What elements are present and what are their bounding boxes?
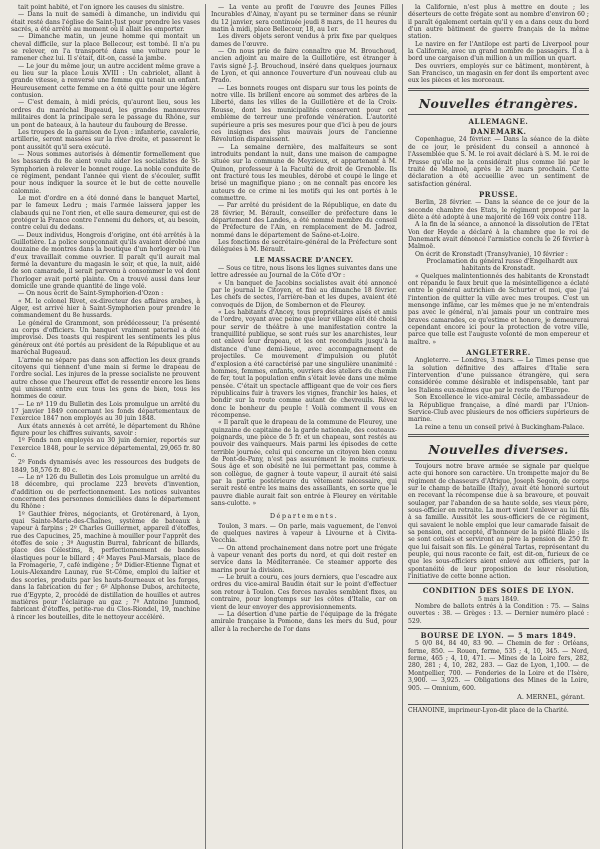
article-paragraph: — Le nº 119 du Bulletin des Lois promulgue un arrêté du 17 janvier 1849 concernant les fonds départementaux de l'exercice 1847 non employés au 30 juin 1848. (11, 400, 200, 423)
article-paragraph: — On attend prochainement dans notre port une frégate à vapeur venant des ports du nord, et qui doit rester en service dans la Méditerranée. Ce steamer apporte des marins pour la division. (211, 544, 397, 574)
article-paragraph: A la fin de la séance, a annoncé la dissolution de l'Etat Von der Heyde a déclaré à la chambre que le roi de Danemark avait dénoncé l'armistice conclu le 26 février à Malmoë. (408, 221, 589, 251)
article-paragraph: Des ouvriers, employés sur ce bâtiment, montèrent, à San Francisco, un magasin en fer dont ils emportent avec eux les pièces et les morceaux. (408, 62, 589, 85)
section-heading-allemagne: ALLEMAGNE. (468, 116, 529, 126)
article-paragraph: Nombre de ballots entrés à la Condition : 75. — Sains ouvertes : 38. — Grèges : 13. — Dernier numéro placé : 529. (408, 603, 589, 625)
article-paragraph: — La désertion d'une partie de l'équipage de la frégate amirale française la Pomone, dans les mers du Sud, pour aller à la recherche de l'or dans (211, 610, 397, 633)
article-paragraph: — Par arrêté du président de la République, en date du 28 février, M. Bérault, conseiller de préfecture dans le département des Landes, a été nommé membre du conseil de Préfecture de l'Ain, en remplacement de M. Jadroz, nommé dans le département de Saône-et-Loire. (211, 202, 397, 239)
section-heading-prusse: PRUSSE. (478, 189, 519, 199)
headline-nouvelles-diverses: Nouvelles diverses. (428, 441, 569, 457)
article-paragraph: Les divers objets seront vendus à prix fixe par quelques dames de l'œuvre. (211, 33, 397, 48)
article-paragraph: « Quelques malintentionnés des habitants de Kronstadt ont répandu le faux bruit que la mésintelligence a éclaté entre le général autrichien de Schurter et moi, que j'ai l'intention de quitter la ville avec mes troupes. C'est un mensonge infâme, car les mêmes que je ne m'entendrais pas avec le général, n'ai jamais pour un contraire mes braves camarades, ce qu'estime et honore, je demeurerai cependant encore ici pour la protection de votre ville, parce que telle est l'auguste volonté de mon empereur et maître. » (408, 272, 589, 346)
article-paragraph: — Le jour du même jour, un autre accident même grave a eu lieu sur la place Louis XVIII : Un cabriolet, allant à grande vitesse, a renversé une femme qui tenait un enfant. Heureusement cette femme en a été quitte pour une légère contusion. (11, 62, 200, 100)
article-paragraph: Le général de Grammont, son prédécesseur, l'a présenté au corps d'officiers. Un banquet vraiment paternel a été improvisé. Des toasts qui respirent les sentiments les plus généreux ont été portés au président de la République et au maréchal Bugeaud. (11, 319, 200, 357)
article-paragraph: « Il paraît que le drapeau de la commune de Fleurey, une quinzaine de capitaine de la garde nationale, des couteaux-poignards, une pièce de 5 fr. et un chapeau, sont restés au pouvoir des vainqueurs. Mais parmi les épisodes de cette terrible journée, celui qui concerne un citoyen bien connu de Pont-de-Pany, n'est pas assurément le moins curieux. Sous âge et son obésité ne lui permettant pas, comme à son collègue, de gagner à toute vapeur, il aurait été saisi par la partie postérieure du vêtement nécessaire, qui serait resté entre les mains des assaillants, en sorte que le pauvre diable aurait fait son entrée à Fleurey en véritable sans-culotte. » (211, 419, 397, 508)
article-paragraph: « Un banquet de Jacobins socialistes avait été annoncé par le journal le Citoyen, et fixé au dimanche 18 février. Les chefs de sectes, l'arrière-ban et les dupes, avaient été convoqués de Dijon, de Sombernon et de Fleurey. (211, 279, 397, 309)
article-paragraph: Le mot d'ordre en a été donné dans le banquet Martel, par le fameux Ledru ; mais l'armée laissera japper les clabauds qui ne l'ont rien, et elle saura demeurer, qui est de protéger la France contre l'ennemi du dehors, et, au besoin, contre celui du dedans. (11, 194, 200, 232)
article-paragraph: Proclamation du général russe d'Engelhardt aux habitants de Kronstadt. (426, 257, 578, 273)
article-paragraph: On écrit de Kronstadt (Transylvanie), 10 février : (415, 250, 568, 258)
condition-date: 5 mars 1849. (478, 595, 519, 603)
section-heading-condition-soies: CONDITION DES SOIES DE LYON. (422, 586, 575, 596)
article-paragraph: tait point habité, et l'on ignore les causes du sinistre. (18, 4, 185, 11)
article-paragraph: — Le bruit a couru, ces jours derniers, que l'escadre aux ordres du vice-amiral Baudin était sur le point d'effectuer son retour à Toulon. Ces forces navales semblent fixes, au contraire, pour longtemps sur les côtes d'Italie, car on vient de leur envoyer des approvisionnements. (211, 574, 397, 611)
divider (408, 628, 589, 629)
divider (408, 583, 589, 584)
section-heading-departements: Départements. (269, 512, 339, 521)
article-paragraph: — Dimanche matin, un jeune homme qui montait un cheval difficile, sur la place Bellecour, est tombé. Il n'a pu se relever, on l'a transporté dans une voiture pour le ramener chez lui. Il s'était, dit-on, cassé la jambe. (11, 33, 200, 63)
article-paragraph: Berlin, 28 février. — Dans la séance de ce jour de la seconde chambre des Etats, le régiment proposé par la diète a été adopté à une majorité de 169 voix contre 118. (408, 199, 589, 221)
article-paragraph: — Nous sommes autorisés à démentir formellement que les bassards du 8e aient voulu aider les socialistes de St-Symphorien à relever le bonnet rouge. La noble conduite de ce régiment, pendant l'année qui vient de s'écouler, suffit pour nous indiquer la source et le but de cette nouvelle calomnie. (11, 150, 200, 195)
article-paragraph: Angleterre. — Londres, 3 mars. — Le Times pense que la solution définitive des affaires d'Italie sera l'intervention d'une puissance étrangère, qui sera considérée comme désirable et indispensable, tant par les Italiens eux-mêmes que par le reste de l'Europe. (408, 357, 589, 394)
article-paragraph: la Californie, n'est plus à mettre en doute ; les déserteurs de cette frégate sont au nombre d'environ 60 ; il paraît également certain qu'il y en a dans ceux du bord d'un autre bâtiment de guerre français de la même station. (408, 4, 589, 41)
divider (408, 704, 589, 705)
section-heading-massacre: LE MASSACRE D'ANCEY. (254, 255, 354, 264)
article-paragraph: 5 0/0 84, 84 40, 83 90. — Chemin de fer : Orléans, ferme, 850. — Rouen, ferme, 535 ; 4, 10, 345. — Nord, ferme, 465 ; 4, 10, 471. — Mines de la Loire fers, 282, 280, 281 ; 4, 10, 282, 283. — Gaz de Lyon, 1,100. — de Montpellier, 700. — Fonderies de la Loire et de l'Isère, 3,900. — 3,925. — Obligations des Mines de la Loire, 905. — Omnium, 600. (408, 640, 589, 692)
article-paragraph: Le navire en fer l'Antilope est parti de Liverpool pour la Californie, avec un grand nombre de passagers. Il a à bord une cargaison d'un million à un million un quart. (408, 40, 589, 63)
article-paragraph: « Les habitants d'Ancey, tous propriétaires aisés et amis de l'ordre, voyant avec peine que leur village eût été choisi pour servir de théâtre à une manifestation contre la tranquillité publique, se sont rués sur les anarchistes, leur ont enlevé leur drapeau, et les ont reconduits jusqu'à la distance d'une demi-lieue, avec accompagnement de projectiles. Ce mouvement d'impulsion ou plutôt d'explosion a été caractérisé par une singulière unanimité : hommes, femmes, enfants, ouvriers des ateliers du chemin de fer, tout la population enfin s'était levée dans une même pensée. C'était un spectacle affligeant que de voir ces fiers républicains fuir à travers les vignes, franchir les haies, et bondir sur la route comme autant de chevreuils. Rêvez donc le bonheur du peuple ! Voilà comment il vous en récompense. (211, 309, 397, 419)
article-paragraph: — On nous écrit de Saint-Symphorien-d'Ozon : (18, 290, 164, 298)
article-paragraph: « M. le colonel Rivet, ex-directeur des affaires arabes, à Alger, est arrivé hier à Saint-Symphorien pour prendre le commandement du 8e hussards. (11, 297, 200, 320)
article-paragraph: Aux états annexés à cet arrêté, le département du Rhône figure pour les chiffres suivants, savoir : (11, 422, 200, 437)
article-paragraph: 2º Fonds dynamisés avec les ressources des budgets de 1849, 58,576 fr. 80 c. (11, 459, 200, 474)
article-paragraph: 1º Fonds non employés au 30 juin dernier, reportés sur l'exercice 1848, pour le service départemental, 29,065 fr. 80 c. (11, 437, 200, 459)
article-paragraph: — C'est demain, à midi précis, qu'auront lieu, sous les ordres du maréchal Bugeaud, les grandes manœuvres militaires dont la principale sera le passage du Rhône, sur un pont de bateaux, à la hauteur du faubourg de Bresse. (11, 99, 200, 129)
article-paragraph: — Le nº 126 du Bulletin des Lois promulgue un arrêté du 18 décembre, qui proclame 223 brevets d'invention, d'addition ou de perfectionnement. Les notices suivantes concernent des personnes domiciliées dans le département du Rhône : (11, 474, 200, 511)
article-paragraph: Les troupes de la garnison de Lyon : infanterie, cavalerie, artillerie, seront massées sur la rive droite, et passeront le pont aussitôt qu'il sera exécuté. (11, 128, 200, 151)
article-paragraph: Son Excellence le vice-amiral Cécile, ambassadeur de la République française, a dîné mardi par l'Union-Service-Club avec plusieurs de nos officiers supérieurs de marine. (408, 394, 589, 424)
article-paragraph: Copenhague, 24 février. — Dans la séance de la diète de ce jour, le président du conseil a annoncé à l'Assemblée que S. M. le roi avait déclaré à S. M. le roi de Prusse qu'elle ne la considérait plus comme lié par le traité de Malmoë, après le 26 mars prochain. Cette déclaration a été accueillie avec un sentiment de satisfaction général. (408, 136, 589, 188)
headline-nouvelles-etrangeres: Nouvelles étrangères. (418, 95, 579, 111)
article-paragraph: — La vente au profit de l'œuvre des Jeunes Filles Incurables d'Ainay, n'ayant pu se terminer dans se réunir du 12 janvier, sera continuée jeudi 8 mars, de 11 heures du matin à midi, place Bellecour, 18, au 1er. (211, 4, 397, 34)
article-paragraph: L'armée ne sépare pas dans son affection les deux grands citoyens qui tiennent d'une main si ferme le drapeau de l'ordre social. Les injures de la presse socialiste ne prouvent autre chose que l'heureux effet de ressentir encore les liens qui unissent entre eux tous les gens de bien, tous les hommes de cœur. (11, 356, 200, 401)
column-left (6, 4, 206, 849)
column-right (403, 4, 594, 849)
divider (408, 434, 589, 437)
section-heading-angleterre: ANGLETERRE. (466, 348, 531, 358)
article-paragraph: — Sous ce titre, nous lisons les lignes suivantes dans une lettre adressée au Journal de la Côte d'Or : (211, 265, 397, 280)
divider (408, 460, 589, 461)
divider (408, 114, 589, 115)
article-paragraph: 1º Gauthier frères, négociants, et Grotérenard, à Lyon, quai Sainte-Marie-des-Chaînes, système de bateaux à vapeur à farpins ; 2º Charles Guillermet, appareil d'étoffes, rue des Capucines, 25, machine à mouiller pour l'apprêt des étoffes de soie ; 3º Augustin Burral, fabricant de billards, place des Célestins, 8, perfectionnement de bandes élastiques pour le billard ; 4º Mayes Paul-Marsais, place de la Fromagerie, 7, café indigène ; 5º Didier-Etienne Tignat et Louis-Alexandre Launay, rue St-Côme, emploi du laitier et des scories, produits par les hauts-fourneaux et les forges, dans la fabrication du fer ; 6º Alphonse Dubos, architecte, rue d'Egypte, 2, procédé de distillation de houilles et autres matières pour l'éclairage au gaz ; 7º Antoine Jummod, fabricant d'étoffes, petite-rue du Clos-Riondel, 19, machine à rincer les bouteilles, dite le nettoyeur accéléré. (11, 510, 200, 621)
article-paragraph: — Dans la nuit de samedi à dimanche, un individu qui était resté dans l'église de Saint-Just pour prendre les vases sacrés, a été arrêté au moment où il allait les emporter. (11, 11, 200, 34)
article-paragraph: — La semaine dernière, des malfaiteurs se sont introduits pendant la nuit, dans une maison de campagne située sur la commune de Meyzieux, et appartenant à M. Quinon, professeur à la Faculté de droit de Grenoble. Ils ont fracturé tous les meubles, dérobé et coupé le linge et brisé un magnifique piano ; on ne connaît pas encore les auteurs de ce crime ni les motifs qui les ont portés à le commettre. (211, 143, 397, 202)
article-paragraph: — On nous prie de faire connaître que M. Brouchoud, ancien adjoint au maire de la Guillotière, est étranger à l'avis signé J.-J. Brouchoud, inséré dans quelques journaux de Lyon, et qui annonce l'ouverture d'un nouveau club au Prado. (211, 48, 397, 85)
article-paragraph: Toujours notre brave armée se signale par quelque acte qui honore son caractère. Un trompette major du 8e régiment de chasseurs d'Afrique, Joseph Segoin, de corps sur le champ de bataille (Italy), avait été honoré surtout en recevant la récompense due à sa bravoure, et pouvait soulager, par l'abandon de sa haute solde, ses vieux père, sous-officier en retraite. La mort vient l'enlever au lui fils à sa famille. Aussitôt les sous-officiers de ce régiment, qui savaient le noble emploi que leur camarade faisait de sa pension, ont accepté, d'honneur de la piété filiale ; ils se sont cotisés et serviront au père la pension de 250 fr. que lui faisait son fils. Le général Tartas, représentant du peuple, qui nous raconte ce fait, est dit-on, furieux de ce que les sous-officiers aient enlevé aux officiers, par la spontanéité de leur proposition de leur résolution, l'initiative de cette bonne action. (408, 462, 589, 581)
article-paragraph: — Les bonnets rouges ont disparu sur tous les points de notre ville. Ils brillent encore au sommet des arbres de la Liberté, dans les villes de la Guillotière et de la Croix-Rousse, dont les municipalités conservent pour cet emblème de terreur une profonde vénération. L'autorité supérieure a pris ses mesures pour que d'ici à peu de jours ces insignes des plus mauvais jours de l'ancienne Révolution disparaissent. (211, 84, 397, 144)
section-heading-bourse: BOURSE DE LYON. — 5 mars 1849. (420, 631, 577, 641)
column-middle (206, 4, 403, 849)
article-paragraph: Les fonctions de secrétaire-général de la Préfecture sont déléguées à M. Bérault. (211, 239, 397, 254)
article-paragraph: La reine a tenu un conseil privé à Buckingham-Palace. (415, 423, 585, 431)
section-heading-danemark: DANEMARK. (470, 127, 527, 137)
imprimerie-note: CHANOINE, imprimeur-Lyon-dit place de la Charité. (408, 707, 569, 715)
article-paragraph: — Deux individus, Hongrois d'origine, ont été arrêtés à la Guillotière. La police soupçonnait qu'ils avaient dérobé une douzaine de montres dans la boutique d'un horloger où l'un d'eux travaillait comme ouvrier. Il paraît qu'il aurait mal fermé la devanture du magasin le soir, et que, la nuit, aidé de son camarade, il serait parvenu à consommer le vol dont l'horloger avait porté plainte. On a trouvé aussi dans leur domicile une grande quantité de linge volé. (11, 231, 200, 291)
gerant-signature: A. MERNEL, gérant. (517, 692, 585, 701)
article-paragraph: Toulon, 3 mars. — On parle, mais vaguement, de l'envoi de quelques navires à vapeur à Livourne et à Civita-Vecchia. (211, 522, 397, 545)
divider (408, 88, 589, 91)
